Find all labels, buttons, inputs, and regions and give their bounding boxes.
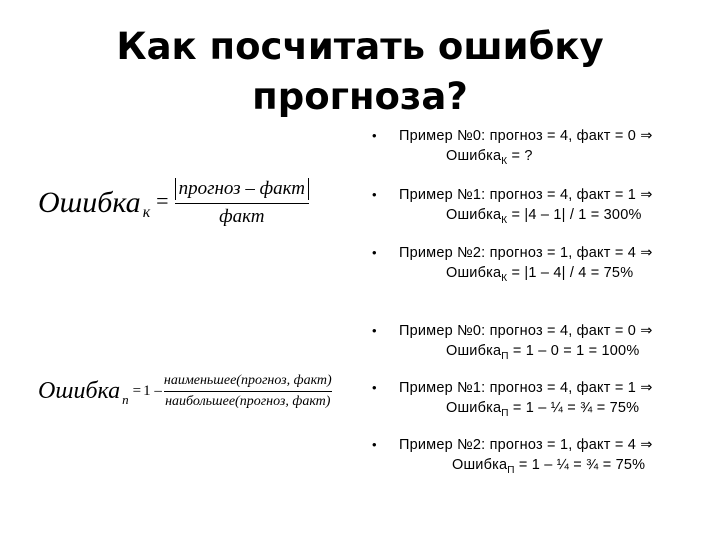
example-prefix: Ошибка (446, 265, 502, 281)
bullet: • (372, 380, 377, 395)
example-line-2 (446, 263, 633, 289)
formula-k-numerator: прогноз – факт (175, 178, 309, 200)
formula-k-denominator: факт (219, 206, 265, 227)
formula-p-fraction (164, 372, 332, 411)
example-result: = 1 – ¼ = ¾ = 75% (508, 400, 640, 416)
formula-p-equals: = (132, 383, 142, 399)
example-result: = |1 – 4| / 4 = 75% (507, 265, 634, 281)
example-prefix: Ошибка (446, 400, 502, 416)
example-subscript: П (507, 464, 515, 476)
bullet: • (372, 187, 377, 202)
example-line-2 (446, 205, 642, 231)
example-line-2 (446, 398, 639, 424)
example-prefix: Ошибка (446, 148, 502, 164)
example-result: = 1 – ¼ = ¾ = 75% (514, 457, 646, 473)
example-prefix: Ошибка (452, 457, 508, 473)
example-line-2 (446, 146, 533, 172)
example-subscript: П (501, 350, 509, 362)
bullet: • (372, 323, 377, 338)
formula-p-lhs: Ошибка (38, 378, 121, 404)
title-line-1: Как посчитать ошибку (116, 25, 604, 68)
formula-p-denominator: наибольшее(прогноз, факт) (165, 394, 331, 409)
formula-k-fraction (175, 178, 309, 228)
example-subscript: П (501, 407, 509, 419)
example-subscript: К (501, 214, 508, 226)
formula-k-lhs: Ошибка (38, 186, 141, 219)
example-line-1: Пример №1: прогноз = 4, факт = 1 ⇒ (399, 380, 653, 396)
example-result: = |4 – 1| / 1 = 300% (507, 207, 642, 223)
formula-p-numerator: наименьшее(прогноз, факт) (163, 373, 332, 388)
formula-k-subscript: к (142, 204, 151, 221)
formula-error-p (38, 372, 332, 411)
formula-p-one-minus: 1 – (143, 383, 162, 399)
title-line-2: прогноза? (252, 75, 468, 118)
example-line-1: Пример №1: прогноз = 4, факт = 1 ⇒ (399, 187, 653, 203)
example-line-1: Пример №0: прогноз = 4, факт = 0 ⇒ (399, 128, 653, 144)
slide-title (0, 22, 720, 122)
formula-error-k (38, 178, 309, 228)
example-subscript: К (501, 155, 508, 167)
bullet: • (372, 437, 377, 452)
bullet: • (372, 128, 377, 143)
example-line-1: Пример №0: прогноз = 4, факт = 0 ⇒ (399, 323, 653, 339)
bullet: • (372, 245, 377, 260)
example-line-1: Пример №2: прогноз = 1, факт = 4 ⇒ (399, 245, 653, 261)
example-prefix: Ошибка (446, 207, 502, 223)
example-result: = 1 – 0 = 1 = 100% (508, 343, 640, 359)
example-line-2 (452, 455, 645, 481)
example-prefix: Ошибка (446, 343, 502, 359)
fraction-bar (164, 391, 332, 392)
example-line-2 (446, 341, 639, 367)
fraction-bar (175, 203, 309, 204)
example-result: = ? (507, 148, 533, 164)
formula-p-subscript: п (122, 391, 129, 407)
formula-k-equals: = (156, 188, 169, 213)
example-line-1: Пример №2: прогноз = 1, факт = 4 ⇒ (399, 437, 653, 453)
example-subscript: К (501, 272, 508, 284)
